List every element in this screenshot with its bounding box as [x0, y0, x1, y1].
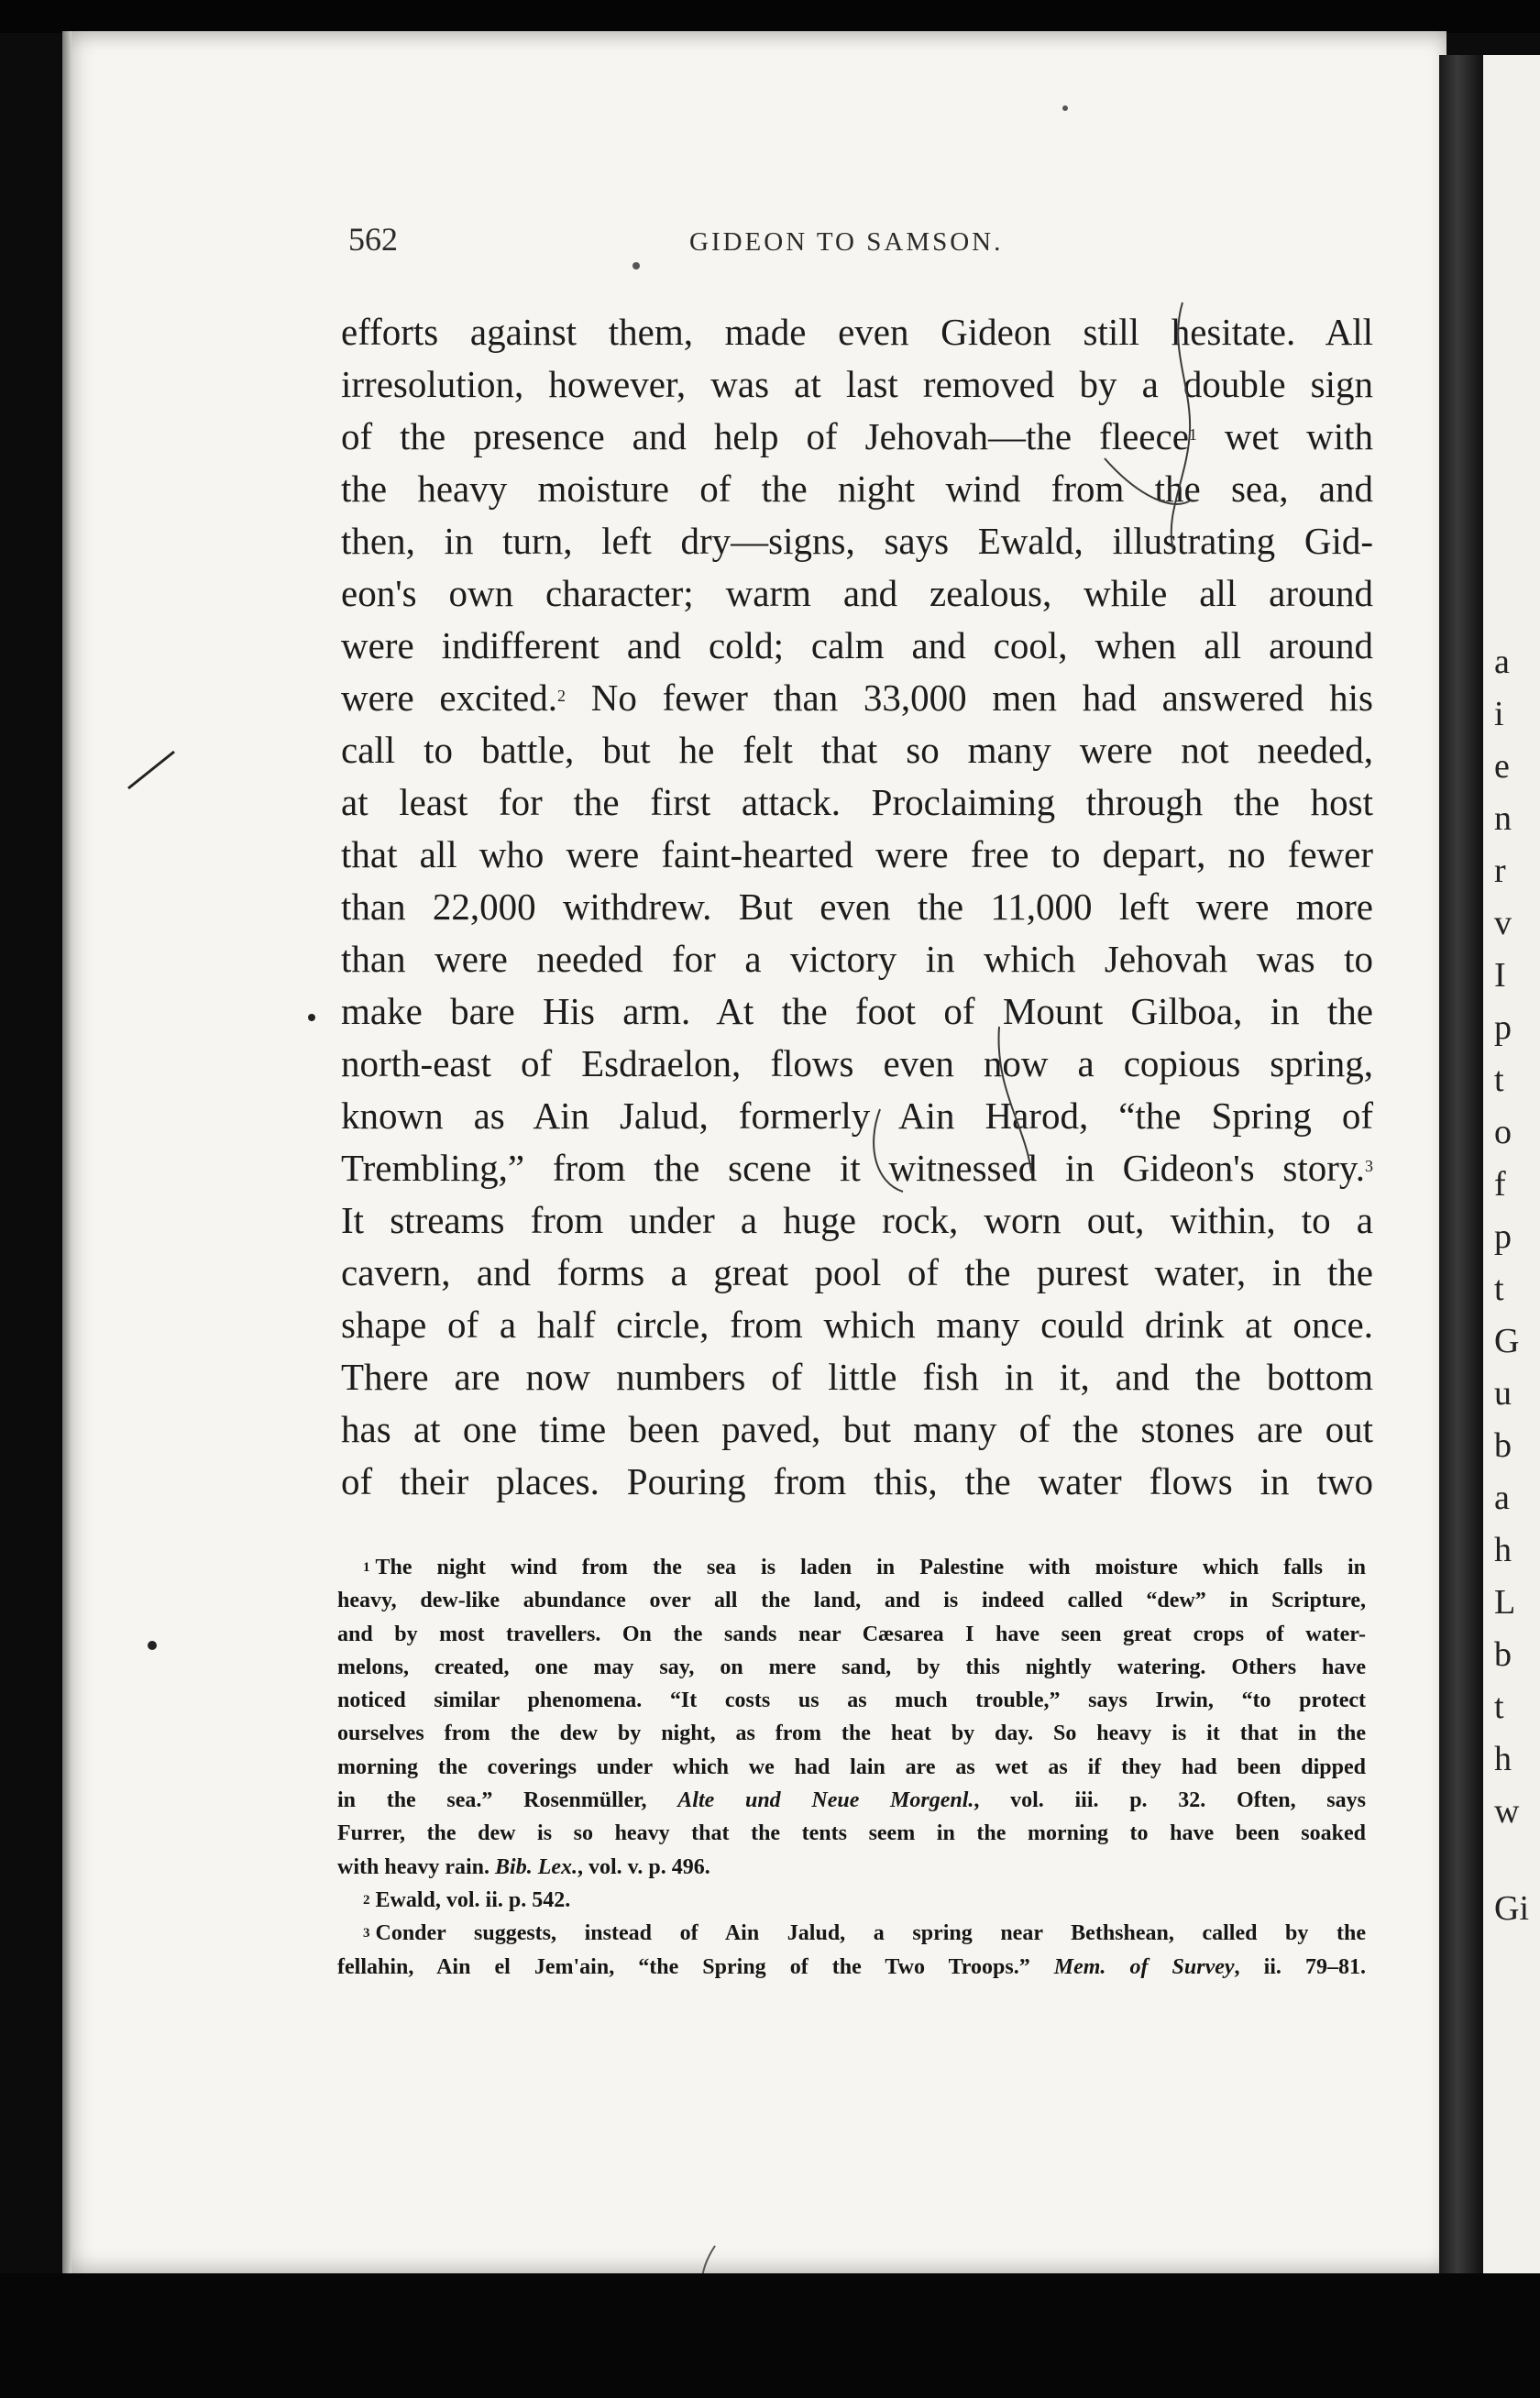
footnote-ref: 3 [1365, 1157, 1373, 1175]
running-title: GIDEON TO SAMSON. [689, 227, 1004, 257]
footnote-1-line: Furrer, the dew is so heavy that the tents seem in the morning to have been soaked [337, 1821, 1366, 1846]
footnote-text: fellahin, Ain el Jem'ain, “the Spring of the Two Troops.” [337, 1954, 1030, 1979]
footnote-text: Conder suggests, instead of Ain Jalud, a spring near Bethshean, called by the [375, 1921, 1366, 1946]
body-line-text: were excited. [341, 676, 558, 719]
footnote-text: Often, says [1236, 1788, 1366, 1813]
body-line: cavern, and forms a great pool of the purest water, in the [341, 1251, 1373, 1293]
body-line: There are now numbers of little fish in it, and the bottom [341, 1356, 1373, 1398]
adjacent-page-fragment: Gi [1494, 1889, 1529, 1928]
adjacent-page-fragment: w [1494, 1792, 1520, 1831]
adjacent-page-fragment: t [1494, 1688, 1504, 1726]
body-line: than 22,000 withdrew. But even the 11,000 left were more [341, 886, 1373, 928]
body-line: It streams from under a huge rock, worn out, within, to a [341, 1199, 1373, 1241]
footnote-ref: 2 [557, 687, 566, 705]
footnote-text: with heavy rain. [337, 1854, 490, 1879]
footnote-text: , vol. iii. p. 32. [974, 1788, 1206, 1813]
adjacent-page-fragment: t [1494, 1270, 1504, 1308]
footnote-1-line: noticed similar phenomena. “It costs us as much trouble,” says Irwin, “to protect [337, 1688, 1366, 1713]
footnote-number: 3 [363, 1926, 370, 1942]
adjacent-page-fragment: i [1494, 695, 1504, 733]
body-line-text: No fewer than 33,000 men had answered his [590, 676, 1374, 719]
adjacent-page-fragment: G [1494, 1322, 1520, 1360]
body-line: were indifferent and cold; calm and cool, when all around [341, 624, 1373, 666]
adjacent-page-fragment: b [1494, 1635, 1512, 1674]
body-line: irresolution, however, was at last removed by a double sign [341, 363, 1373, 405]
body-line-text: wet with [1224, 415, 1374, 457]
adjacent-page-fragment: v [1494, 904, 1512, 942]
pencil-curve-mark [999, 1027, 1031, 1173]
adjacent-page-fragment: r [1494, 852, 1506, 890]
body-line: north-east of Esdraelon, flows even now a copious spring, [341, 1042, 1373, 1084]
footnote-text: Ewald, vol. ii. p. 542. [375, 1887, 571, 1912]
adjacent-page-fragment: e [1494, 747, 1510, 786]
footnote-1-line: and by most travellers. On the sands near Cæsarea I have seen great crops of water- [337, 1622, 1366, 1646]
adjacent-page-fragment: o [1494, 1113, 1512, 1151]
page-number: 562 [348, 221, 398, 258]
footnote-text: , vol. v. p. 496. [578, 1854, 710, 1879]
adjacent-page-fragment: I [1494, 956, 1506, 995]
body-line: the heavy moisture of the night wind from the sea, and [341, 468, 1373, 510]
footnote-number: 2 [363, 1892, 370, 1908]
adjacent-page-fragment: p [1494, 1008, 1512, 1047]
body-line: make bare His arm. At the foot of Mount Gilboa, in the [341, 990, 1373, 1032]
footnote-1-line: melons, created, one may say, on mere sand, by this nightly watering. Others have [337, 1655, 1366, 1679]
body-line: than were needed for a victory in which Jehovah was to [341, 938, 1373, 980]
adjacent-page-fragment: b [1494, 1426, 1512, 1465]
body-line: shape of a half circle, from which many could drink at once. [341, 1304, 1373, 1346]
body-line: at least for the first attack. Proclaiming through the host [341, 781, 1373, 823]
body-line-text: of the presence and help of Jehovah—the fleece [341, 415, 1189, 457]
footnote-text: in the sea.” Rosenmüller, [337, 1788, 647, 1813]
ink-speck [308, 1014, 315, 1021]
body-line: that all who were faint-hearted were free to depart, no fewer [341, 833, 1373, 875]
footnote-ref: 1 [1188, 425, 1197, 444]
body-line: of their places. Pouring from this, the water flows in two [341, 1460, 1373, 1502]
pencil-bracket-mark [1172, 302, 1190, 550]
footnote-text: , ii. 79–81. [1234, 1954, 1366, 1979]
footnote-1-line: heavy, dew-like abundance over all the land, and is indeed called “dew” in Scripture, [337, 1589, 1366, 1613]
adjacent-page-fragment: a [1494, 1479, 1510, 1517]
footnote-number: 1 [363, 1560, 370, 1575]
adjacent-page-fragment: L [1494, 1583, 1516, 1622]
body-line: eon's own character; warm and zealous, while all around [341, 572, 1373, 614]
adjacent-page-fragment: a [1494, 643, 1510, 681]
footnote-book-title: Mem. of Survey [1053, 1954, 1235, 1979]
adjacent-page-fragment: h [1494, 1740, 1512, 1778]
body-line: call to battle, but he felt that so many were not needed, [341, 729, 1373, 771]
adjacent-page-fragment: p [1494, 1217, 1512, 1256]
scan-frame-bottom [0, 2273, 1540, 2398]
pencil-slash-mark [128, 752, 174, 788]
pencil-curve-mark [874, 1109, 903, 1192]
adjacent-page-fragment: u [1494, 1374, 1512, 1413]
adjacent-page-fragment: n [1494, 799, 1512, 838]
pencil-curve-mark [1105, 458, 1192, 504]
footnote-1-line: ourselves from the dew by night, as from the heat by day. So heavy is it that in the [337, 1722, 1366, 1746]
adjacent-page-fragment: t [1494, 1061, 1504, 1099]
body-line: then, in turn, left dry—signs, says Ewald, illustrating Gid- [341, 520, 1373, 562]
body-line: has at one time been paved, but many of the stones are out [341, 1408, 1373, 1450]
body-line: efforts against them, made even Gideon still hesitate. All [341, 311, 1373, 353]
footnote-book-title: Bib. Lex. [495, 1854, 578, 1879]
adjacent-page-fragment: f [1494, 1165, 1506, 1204]
ink-speck [1062, 105, 1068, 111]
body-line: known as Ain Jalud, formerly Ain Harod, “the Spring of [341, 1094, 1373, 1137]
ink-speck [148, 1641, 157, 1650]
footnote-book-title: Alte und Neue Morgenl. [677, 1788, 974, 1813]
footnote-1-line: morning the coverings under which we had lain are as wet as if they had been dipped [337, 1754, 1366, 1779]
footnote-text: The night wind from the sea is laden in Palestine with moisture which falls in [375, 1556, 1366, 1579]
adjacent-page-fragment: h [1494, 1531, 1512, 1569]
ink-speck [632, 262, 640, 270]
body-line-text: Trembling,” from the scene it witnessed in Gideon's story. [341, 1147, 1365, 1189]
